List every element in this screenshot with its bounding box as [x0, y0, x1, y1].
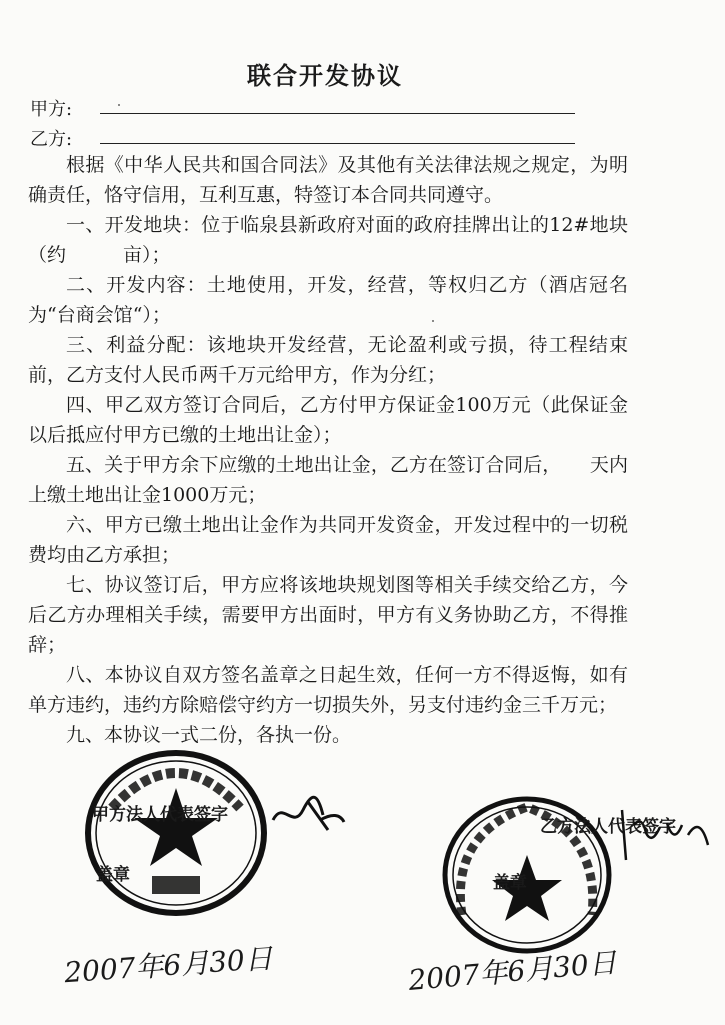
document-title: 联合开发协议: [247, 61, 403, 90]
party-b-handwritten-signature: [612, 805, 712, 865]
party-b-representative-label: 乙方法人代表签字: [540, 817, 676, 837]
party-b-row: [30, 125, 72, 151]
clause-paragraph: 七、协议签订后，甲方应将该地块规划图等相关手续交给乙方，今后乙方办理相关手续，需要甲方出面时，甲方有义务协助乙方，不得推辞；: [28, 574, 628, 656]
clause-paragraph: 一、开发地块：位于临泉县新政府对面的政府挂牌出让的12#地块（约 亩）；: [28, 214, 628, 266]
party-a-seal-label: 盖章: [96, 865, 130, 885]
party-a-row: [30, 95, 72, 121]
clause-paragraph: 根据《中华人民共和国合同法》及其他有关法律法规之规定，为明确责任，恪守信用，互利互惠，特签订本合同共同遵守。: [28, 154, 628, 206]
clause-paragraph: 四、甲乙双方签订合同后，乙方付甲方保证金100万元（此保证金以后抵应付甲方已缴的土地出让金）；: [28, 394, 628, 446]
party-a-handwritten-signature: [268, 790, 348, 840]
scan-speck: [118, 104, 120, 106]
clause-paragraph: 三、利益分配：该地块开发经营，无论盈利或亏损，待工程结束前，乙方支付人民币两千万元给甲方，作为分红；: [28, 334, 628, 386]
clause-paragraph: 五、关于甲方余下应缴的土地出让金，乙方在签订合同后， 天内上缴土地出让金1000万元；: [28, 454, 628, 506]
clause-paragraph: 八、本协议自双方签名盖章之日起生效，任何一方不得返悔，如有单方违约，违约方除赔偿守约方一切损失外，另支付违约金三千万元；: [28, 664, 628, 716]
party-b-label: 乙方:: [30, 129, 73, 150]
party-a-signing-date: 2007年6月30日: [63, 941, 274, 990]
agreement-body: [28, 150, 628, 750]
clause-paragraph: 二、开发内容：土地使用，开发，经营，等权归乙方（酒店冠名为“台商会馆“）；: [28, 274, 628, 326]
party-a-representative-label: 甲方法人代表签字: [92, 805, 228, 825]
clause-paragraph: 九、本协议一式二份，各执一份。: [66, 724, 352, 746]
party-a-blank-line: [100, 113, 575, 114]
party-b-signing-date: 2007年6月30日: [407, 945, 618, 998]
party-a-seal-stamp: [82, 748, 270, 918]
clause-paragraph: 六、甲方已缴土地出让金作为共同开发资金，开发过程中的一切税费均由乙方承担；: [28, 514, 628, 566]
party-b-blank-line: [100, 143, 575, 144]
party-a-label: 甲方:: [30, 99, 73, 120]
party-b-seal-label: 盖章: [493, 873, 527, 893]
